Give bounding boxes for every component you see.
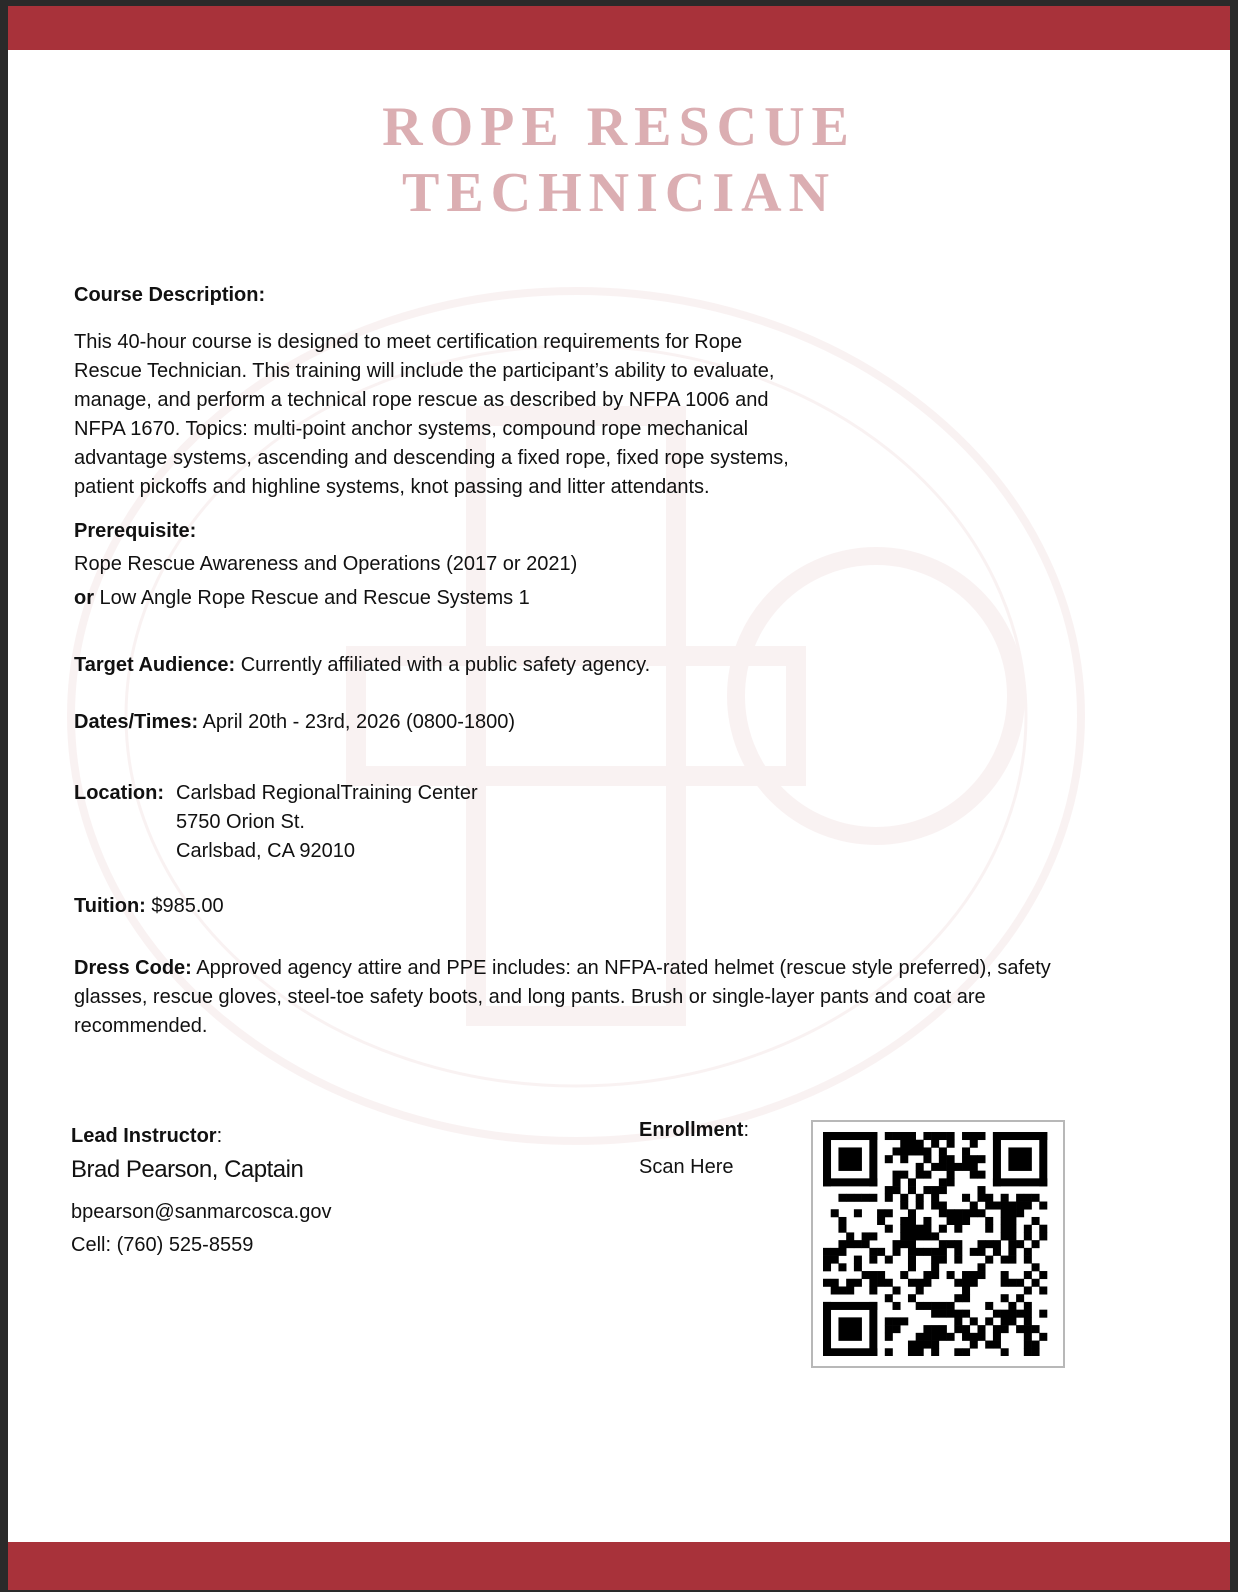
dress-code-line-2: glasses, rescue gloves, steel-toe safety boots, and long pants. Brush or single-layer pants and coat are — [74, 986, 986, 1008]
lead-instructor-label: Lead Instructor — [71, 1125, 217, 1147]
location-label: Location: — [74, 782, 164, 804]
dress-code-text: Approved agency attire and PPE includes: an NFPA-rated helmet (rescue style preferred), safety — [191, 957, 1051, 979]
target-audience-value: Currently affiliated with a public safety agency. — [235, 654, 651, 676]
dates-times — [74, 708, 515, 737]
instructor-name: Brad Pearson, Captain — [71, 1156, 304, 1183]
target-audience — [74, 651, 650, 680]
bottom-band — [8, 1542, 1230, 1590]
lead-instructor-colon: : — [216, 1125, 223, 1147]
description-line: Rescue Technician. This training will include the participant’s ability to evaluate, — [74, 360, 775, 382]
target-audience-label: Target Audience: — [74, 654, 236, 676]
instructor-email: bpearson@sanmarcosca.gov — [71, 1201, 332, 1223]
qr-code-icon[interactable] — [823, 1132, 1053, 1356]
description-line: advantage systems, ascending and descending a fixed rope, fixed rope systems, — [74, 447, 789, 469]
dates-value: April 20th - 23rd, 2026 (0800-1800) — [198, 711, 516, 733]
location-line: Carlsbad RegionalTraining Center — [176, 782, 478, 804]
title-line-1: ROPE RESCUE — [382, 96, 856, 158]
qr-code-frame[interactable] — [811, 1120, 1065, 1368]
title-line-2: TECHNICIAN — [401, 162, 837, 224]
course-description-text — [74, 328, 854, 502]
prerequisite-line-1: Rope Rescue Awareness and Operations (2017 or 2021) — [74, 553, 578, 575]
description-line: manage, and perform a technical rope rescue as described by NFPA 1006 and — [74, 389, 769, 411]
dates-label: Dates/Times: — [74, 711, 199, 733]
description-line: NFPA 1670. Topics: multi-point anchor systems, compound rope mechanical — [74, 418, 749, 440]
dress-code-line-1 — [74, 954, 1144, 983]
top-band — [8, 6, 1230, 50]
prerequisite-label: Prerequisite: — [74, 520, 197, 542]
location-line: Carlsbad, CA 92010 — [176, 840, 356, 862]
instructor-cell: Cell: (760) 525-8559 — [71, 1234, 254, 1256]
enrollment-text: Scan Here — [639, 1156, 734, 1178]
page-title — [8, 94, 1230, 226]
flyer-page — [8, 6, 1230, 1590]
dress-code-label: Dress Code: — [74, 957, 192, 979]
location-line: 5750 Orion St. — [176, 811, 305, 833]
lead-instructor-heading — [71, 1122, 222, 1151]
tuition — [74, 892, 224, 921]
tuition-label: Tuition: — [74, 895, 146, 917]
description-line: patient pickoffs and highline systems, knot passing and litter attendants. — [74, 476, 710, 498]
course-description-label: Course Description: — [74, 284, 266, 306]
prerequisite-line-2 — [74, 584, 530, 613]
enrollment-label: Enrollment — [639, 1119, 744, 1141]
location-address — [176, 779, 478, 866]
description-line: This 40-hour course is designed to meet certification requirements for Rope — [74, 331, 743, 353]
enrollment-heading — [639, 1116, 749, 1145]
dress-code-line-3: recommended. — [74, 1015, 208, 1037]
tuition-value: $985.00 — [145, 895, 224, 917]
enrollment-colon: : — [743, 1119, 750, 1141]
prerequisite-or: or — [74, 587, 94, 609]
dress-code — [74, 954, 1144, 1041]
prerequisite-alt: Low Angle Rope Rescue and Rescue Systems 1 — [94, 587, 530, 609]
